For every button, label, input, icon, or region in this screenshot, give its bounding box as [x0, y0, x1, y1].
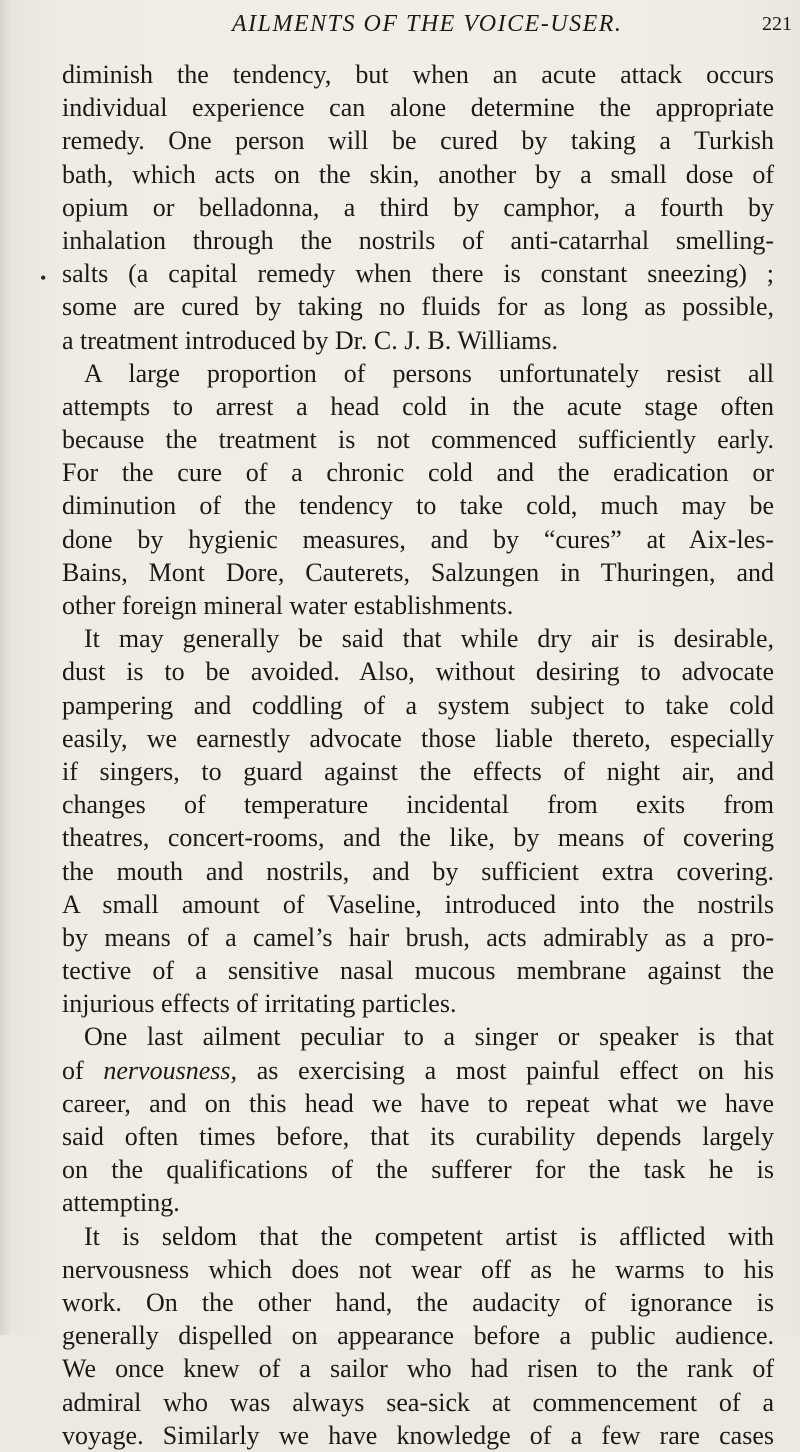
text-line: A small amount of Vaseline, introduced into the nostrils: [62, 889, 774, 919]
text-line: attempting.: [62, 1188, 180, 1218]
text-line: nervousness which does not wear off as he warms to his: [62, 1254, 774, 1284]
text-line: It is seldom that the competent artist is afflicted with: [84, 1221, 774, 1251]
text-line: remedy. One person will be cured by taking a Turkish: [62, 126, 774, 156]
text-line: the mouth and nostrils, and by sufficient extra covering.: [62, 856, 774, 886]
text-fragment: of: [62, 1055, 84, 1085]
text-line: said often times before, that its curability depends largely: [62, 1122, 774, 1151]
text-line: One last ailment peculiar to a singer or speaker is that: [84, 1022, 774, 1052]
page-number: 221: [762, 13, 792, 35]
page-binding-shadow: [0, 0, 10, 1335]
text-line: done by hygienic measures, and by “cures” at Aix-les-: [62, 524, 774, 554]
text-line: on the qualifications of the sufferer for the task he is: [62, 1155, 774, 1185]
margin-mark: •: [40, 268, 47, 288]
text-line: changes of temperature incidental from exits from: [62, 790, 774, 820]
running-title: AILMENTS OF THE VOICE-USER.: [232, 11, 623, 37]
text-line: a treatment introduced by Dr. C. J. B. Williams.: [62, 325, 559, 355]
text-line: attempts to arrest a head cold in the acute stage often: [62, 391, 774, 421]
text-line: opium or belladonna, a third by camphor, a fourth by: [62, 192, 774, 222]
text-line: diminish the tendency, but when an acute attack occurs: [62, 60, 774, 89]
text-line: injurious effects of irritating particles.: [62, 989, 457, 1019]
text-line: Bains, Mont Dore, Cauterets, Salzungen in Thuringen, and: [62, 557, 774, 587]
text-line: individual experience can alone determine the appropriate: [62, 93, 774, 123]
text-line: by means of a camel’s hair brush, acts admirably as a pro-: [62, 922, 774, 952]
text-line: tective of a sensitive nasal mucous membrane against the: [62, 956, 774, 986]
text-line: inhalation through the nostrils of anti-catarrhal smelling-: [62, 225, 774, 255]
text-line: theatres, concert-rooms, and the like, by means of covering: [62, 823, 774, 853]
text-line: if singers, to guard against the effects of night air, and: [62, 756, 774, 786]
text-line: easily, we earnestly advocate those liable thereto, especially: [62, 723, 774, 753]
text-fragment: as exercising a most painful effect on his: [256, 1055, 774, 1085]
running-head: [0, 5, 800, 45]
text-line: salts (a capital remedy when there is constant sneezing) ;: [62, 259, 774, 289]
text-line: pampering and coddling of a system subject to take cold: [62, 690, 774, 720]
body-text: [62, 58, 774, 1452]
text-line: It may generally be said that while dry air is desirable,: [84, 624, 774, 654]
text-line: bath, which acts on the skin, another by a small dose of: [62, 159, 774, 189]
text-line: voyage. Similarly we have knowledge of a few rare cases: [62, 1420, 774, 1450]
text-line: A large proportion of persons unfortunately resist all: [84, 358, 774, 388]
text-line: diminution of the tendency to take cold, much may be: [62, 491, 774, 521]
text-line: For the cure of a chronic cold and the eradication or: [62, 458, 774, 488]
text-line: because the treatment is not commenced sufficiently early.: [62, 425, 774, 455]
text-line: some are cured by taking no fluids for as long as possible,: [62, 292, 774, 322]
text-line: work. On the other hand, the audacity of ignorance is: [62, 1287, 774, 1317]
text-line: career, and on this head we have to repeat what we have: [62, 1088, 774, 1118]
italic-term: nervousness,: [103, 1055, 237, 1085]
text-line: generally dispelled on appearance before a public audience.: [62, 1321, 774, 1351]
text-line: We once knew of a sailor who had risen to the rank of: [62, 1354, 774, 1384]
text-line: [62, 1054, 774, 1087]
text-line: other foreign mineral water establishments.: [62, 591, 514, 620]
text-line: dust is to be avoided. Also, without desiring to advocate: [62, 657, 774, 687]
text-line: admiral who was always sea-sick at commencement of a: [62, 1387, 774, 1417]
